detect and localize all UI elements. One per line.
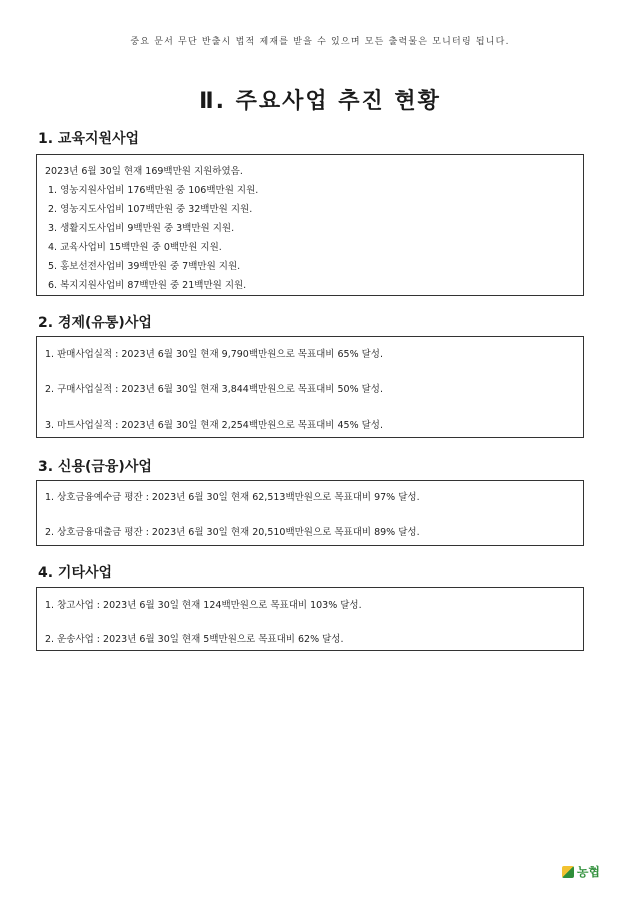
credit-item: 2. 상호금융대출금 평잔 : 2023년 6월 30일 현재 20,510백만원으로 목표대비 89% 달성.: [45, 527, 420, 538]
economy-item: 3. 마트사업실적 : 2023년 6월 30일 현재 2,254백만원으로 목표대비 45% 달성.: [45, 420, 383, 431]
other-business-box: [36, 587, 584, 651]
footer: [562, 863, 600, 880]
education-item: 1. 영농지원사업비 176백만원 중 106백만원 지원.: [48, 185, 259, 196]
section-heading-other: 4. 기타사업: [38, 565, 113, 581]
economy-item: 1. 판매사업실적 : 2023년 6월 30일 현재 9,790백만원으로 목표대비 65% 달성.: [45, 349, 383, 360]
other-item: 2. 운송사업 : 2023년 6월 30일 현재 5백만원으로 목표대비 62% 달성.: [45, 634, 344, 645]
education-support-box: [36, 154, 584, 296]
section-heading-credit: 3. 신용(금융)사업: [38, 459, 152, 475]
page-title: Ⅱ. 주요사업 추진 현황: [199, 89, 441, 114]
economy-box: [36, 336, 584, 438]
education-item: 6. 복지지원사업비 87백만원 중 21백만원 지원.: [48, 280, 247, 291]
other-item: 1. 창고사업 : 2023년 6월 30일 현재 124백만원으로 목표대비 103% 달성.: [45, 600, 362, 611]
confidential-notice: 중요 문서 무단 반출시 법적 제재를 받을 수 있으며 모든 출력물은 모니터링 됩니다.: [130, 37, 510, 47]
economy-item: 2. 구매사업실적 : 2023년 6월 30일 현재 3,844백만원으로 목표대비 50% 달성.: [45, 384, 383, 395]
education-item: 2. 영농지도사업비 107백만원 중 32백만원 지원.: [48, 204, 253, 215]
credit-box: [36, 480, 584, 546]
education-summary: 2023년 6월 30일 현재 169백만원 지원하였음.: [45, 166, 243, 177]
education-item: 3. 생활지도사업비 9백만원 중 3백만원 지원.: [48, 223, 235, 234]
education-item: 4. 교육사업비 15백만원 중 0백만원 지원.: [48, 242, 222, 253]
section-heading-economy: 2. 경제(유통)사업: [38, 315, 152, 331]
footer-logo: 농협: [576, 865, 600, 879]
nonghyup-logo-icon: [562, 866, 574, 878]
credit-item: 1. 상호금융예수금 평잔 : 2023년 6월 30일 현재 62,513백만원으로 목표대비 97% 달성.: [45, 492, 420, 503]
section-heading-education: 1. 교육지원사업: [38, 131, 140, 147]
education-item: 5. 홍보선전사업비 39백만원 중 7백만원 지원.: [48, 261, 241, 272]
